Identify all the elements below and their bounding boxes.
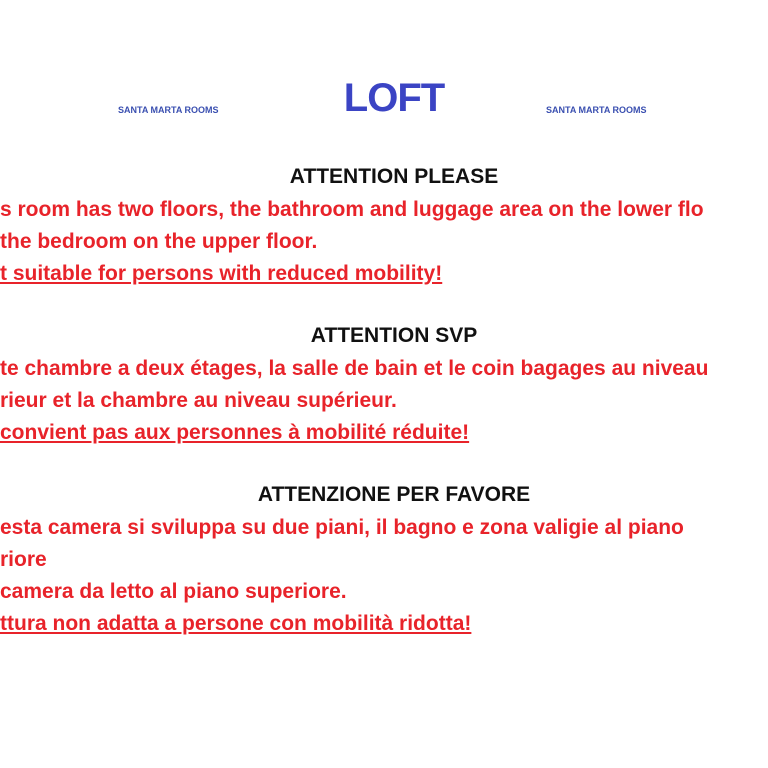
english-line-1: s room has two floors, the bathroom and luggage area on the lower flo bbox=[0, 198, 704, 221]
italian-line-1: esta camera si sviluppa su due piani, il bagno e zona valigie al piano bbox=[0, 516, 684, 539]
brand-left: SANTA MARTA ROOMS bbox=[118, 105, 219, 115]
french-line-1: te chambre a deux étages, la salle de bain et le coin bagages au niveau bbox=[0, 357, 709, 380]
heading-italian: ATTENZIONE PER FAVORE bbox=[257, 483, 531, 506]
heading-english: ATTENTION PLEASE bbox=[289, 165, 499, 188]
page-title: LOFT bbox=[343, 76, 445, 120]
english-warning-line: t suitable for persons with reduced mobility! bbox=[0, 262, 443, 285]
french-line-2: rieur et la chambre au niveau supérieur. bbox=[0, 389, 397, 412]
french-warning-line: convient pas aux personnes à mobilité réduite! bbox=[0, 421, 470, 444]
italian-line-2: riore bbox=[0, 548, 47, 571]
heading-french: ATTENTION SVP bbox=[310, 324, 478, 347]
italian-line-3: camera da letto al piano superiore. bbox=[0, 580, 347, 603]
italian-warning-line: ttura non adatta a persone con mobilità ridotta! bbox=[0, 612, 472, 635]
brand-right: SANTA MARTA ROOMS bbox=[546, 105, 647, 115]
english-line-2: the bedroom on the upper floor. bbox=[0, 230, 318, 253]
